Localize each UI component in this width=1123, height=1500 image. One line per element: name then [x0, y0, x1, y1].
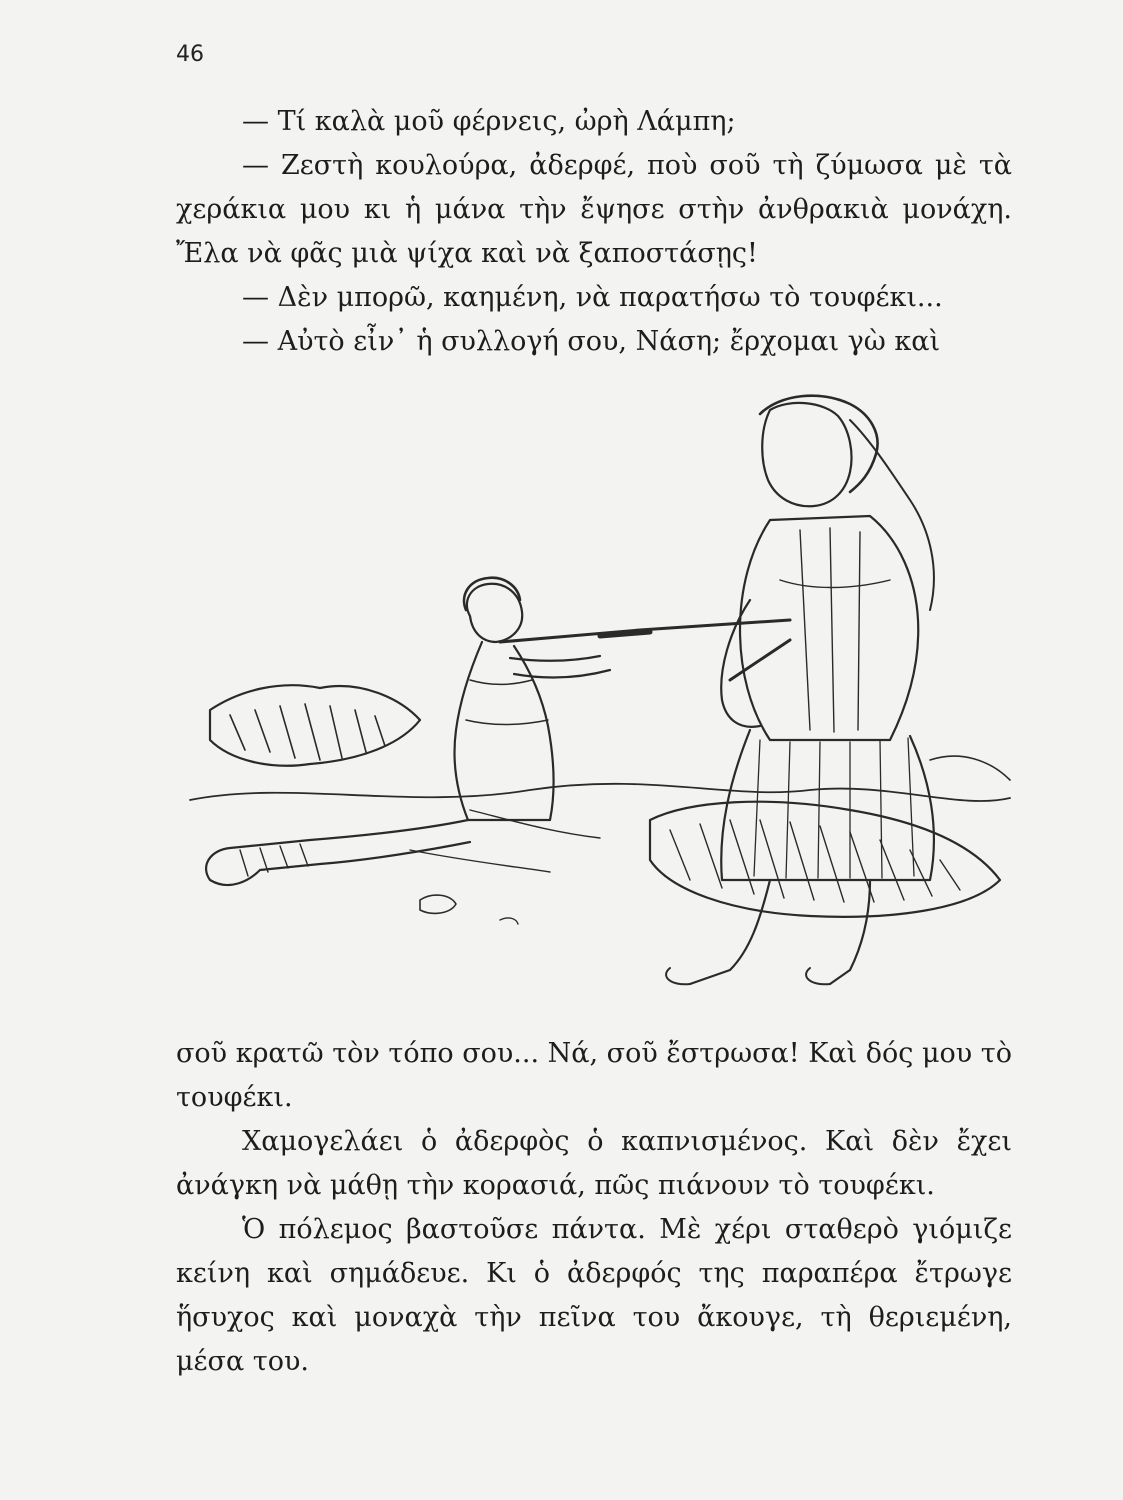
bottom-text-block	[176, 1032, 1012, 1384]
seated-man-icon	[666, 396, 934, 985]
paragraph-dialogue-4: — Αὐτὸ εἶν᾽ ἡ συλλογή σου, Νάση; ἔρχομαι γὼ καὶ	[242, 326, 941, 357]
ink-drawing-two-figures-icon	[170, 380, 1020, 1000]
page-number: 46	[176, 42, 204, 67]
paragraph-continuation: σοῦ κρατῶ τὸν τόπο σου... Νά, σοῦ ἔστρωσα! Καὶ δός μου τὸ τουφέκι.	[176, 1038, 1012, 1113]
paragraph-dialogue-3: — Δὲν μπορῶ, καημένη, νὰ παρατήσω τὸ τουφέκι...	[242, 282, 943, 313]
ground-line	[190, 784, 1010, 801]
rock-left-icon	[210, 685, 420, 765]
paragraph-dialogue-1: — Τί καλὰ μοῦ φέρνεις, ὠρὴ Λάμπη;	[242, 106, 736, 137]
top-text-block	[176, 100, 1012, 364]
paragraph-war-continued: Ὁ πόλεμος βαστοῦσε πάντα. Μὲ χέρι σταθερὸ γιόμιζε κείνη καὶ σημάδευε. Κι ὁ ἀδερφός της παραπέρα ἔτρωγε ἥσυχος καὶ μοναχὰ τὴν πεῖνα του ἄκουγε, τὴ θεριεμένη, μέσα του.	[176, 1214, 1012, 1377]
rock-right-icon	[650, 802, 1000, 917]
paragraph-brother-smiles: Χαμογελάει ὁ ἀδερφὸς ὁ καπνισμένος. Καὶ δὲν ἔχει ἀνάγκη νὰ μάθῃ τὴν κορασιά, πῶς πιάνουν τὸ τουφέκι.	[176, 1126, 1012, 1201]
paragraph-dialogue-2: — Ζεστὴ κουλούρα, ἀδερφέ, ποὺ σοῦ τὴ ζύμωσα μὲ τὰ χεράκια μου κι ἡ μάνα τὴν ἔψησε στὴν ἀνθρακιὰ μονάχη. Ἔλα νὰ φᾶς μιὰ ψίχα καὶ νὰ ξαποστάσῃς!	[176, 150, 1012, 269]
